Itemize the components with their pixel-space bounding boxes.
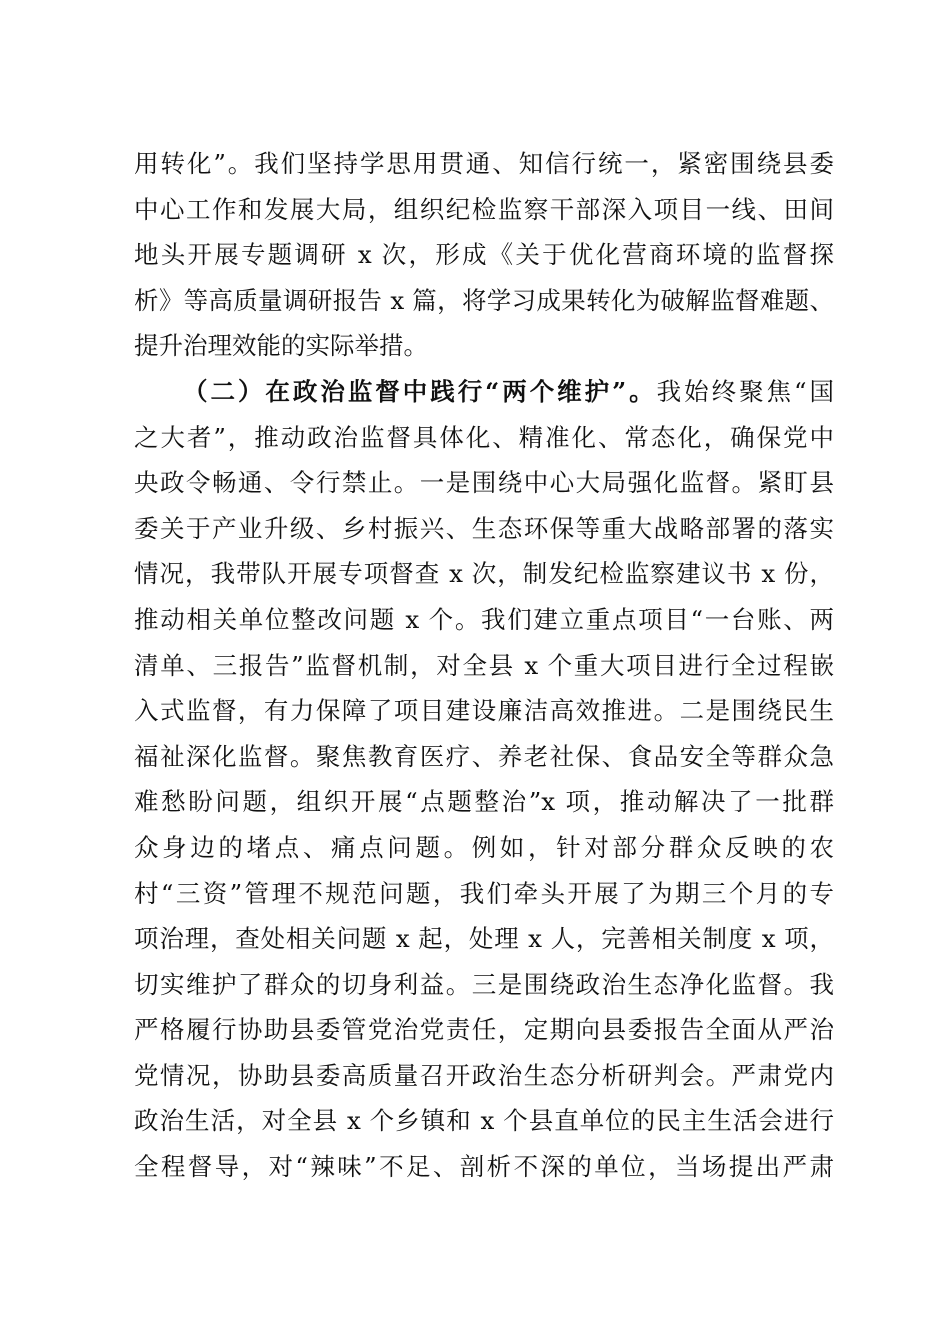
- document-body: [134, 141, 834, 1190]
- text-line: 析》等高质量调研报告 x 篇，将学习成果转化为破解监督难题、: [134, 285, 834, 315]
- section-heading: （二）在政治监督中践行“两个维护”。: [183, 376, 657, 406]
- text-line: 中心工作和发展大局，组织纪检监察干部深入项目一线、田间: [134, 194, 834, 224]
- text-line: 村“三资”管理不规范问题，我们牵头开展了为期三个月的专: [134, 878, 834, 908]
- text-line: 党情况，协助县委高质量召开政治生态分析研判会。严肃党内: [134, 1060, 834, 1090]
- paragraph-2: [134, 369, 834, 1190]
- paragraph-2-first-line: [134, 369, 834, 415]
- text-line: 用转化”。我们坚持学思用贯通、知信行统一，紧密围绕县委: [134, 149, 834, 178]
- text-line: 全程督导，对“辣味”不足、剖析不深的单位，当场提出严肃: [134, 1152, 834, 1182]
- heading-continuation: 我始终聚焦“国: [656, 376, 834, 406]
- text-line: 提升治理效能的实际举措。: [134, 331, 428, 361]
- paragraph-1: [134, 141, 834, 369]
- text-line: 项治理，查处相关问题 x 起，处理 x 人，完善相关制度 x 项，: [134, 924, 834, 954]
- text-line: 情况，我带队开展专项督查 x 次，制发纪检监察建议书 x 份，: [134, 559, 834, 589]
- text-line: 福祉深化监督。聚焦教育医疗、养老社保、食品安全等群众急: [134, 741, 834, 771]
- text-line: 之大者”，推动政治监督具体化、精准化、常态化，确保党中: [134, 422, 834, 452]
- text-line: 政治生活，对全县 x 个乡镇和 x 个县直单位的民主生活会进行: [134, 1106, 834, 1136]
- text-line: 地头开展专题调研 x 次，形成《关于优化营商环境的监督探: [134, 240, 834, 270]
- text-line: 委关于产业升级、乡村振兴、生态环保等重大战略部署的落实: [134, 513, 834, 543]
- text-line: 推动相关单位整改问题 x 个。我们建立重点项目“一台账、两: [134, 604, 834, 634]
- text-line: 难愁盼问题，组织开展“点题整治”x 项，推动解决了一批群: [134, 787, 834, 817]
- text-line: 严格履行协助县委管党治党责任，定期向县委报告全面从严治: [134, 1015, 834, 1045]
- text-line: 众身边的堵点、痛点问题。例如，针对部分群众反映的农: [134, 832, 834, 862]
- text-line: 央政令畅通、令行禁止。一是围绕中心大局强化监督。紧盯县: [134, 468, 834, 498]
- text-line: 清单、三报告”监督机制，对全县 x 个重大项目进行全过程嵌: [134, 650, 834, 680]
- text-line: 切实维护了群众的切身利益。三是围绕政治生态净化监督。我: [134, 969, 834, 999]
- text-line: 入式监督，有力保障了项目建设廉洁高效推进。二是围绕民生: [134, 696, 834, 726]
